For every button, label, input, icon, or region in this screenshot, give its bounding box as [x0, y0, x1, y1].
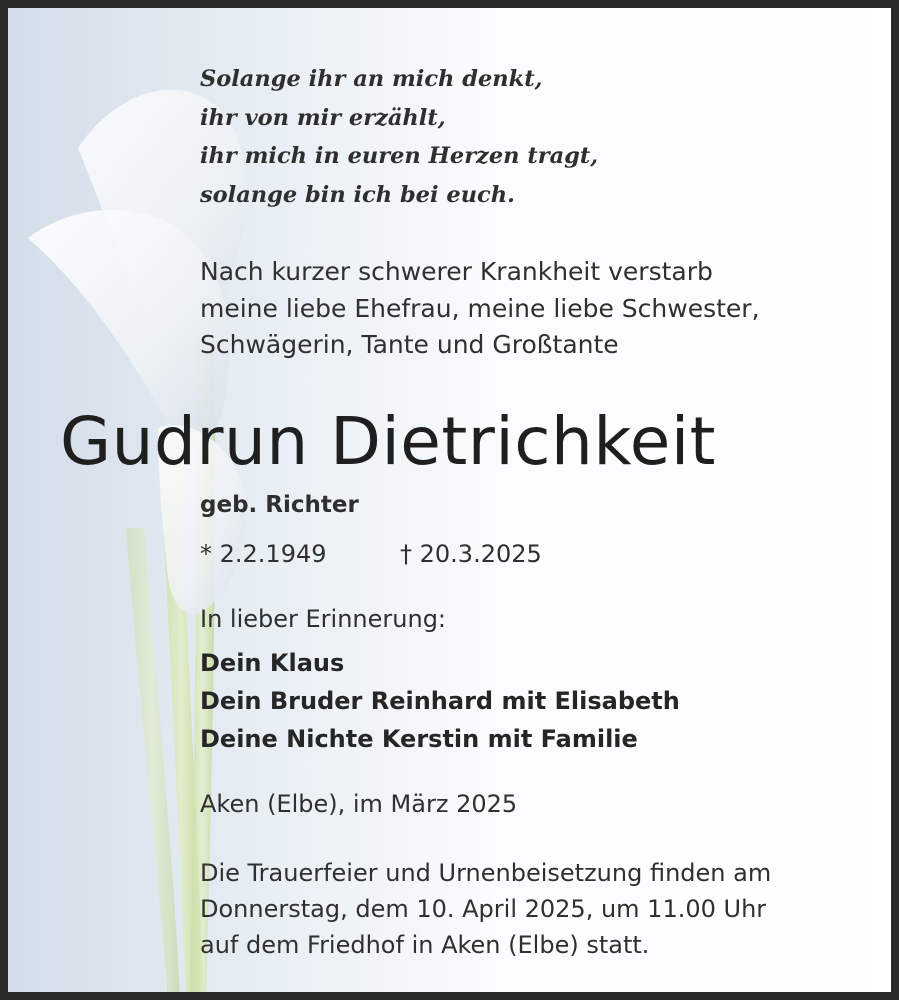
mourner: Dein Klaus	[200, 649, 345, 677]
mourner: Deine Nichte Kerstin mit Familie	[200, 725, 638, 753]
mourner: Dein Bruder Reinhard mit Elisabeth	[200, 687, 680, 715]
service-line: Donnerstag, dem 10. April 2025, um 11.00 Uhr	[200, 895, 767, 923]
intro-line: Schwägerin, Tante und Großtante	[200, 330, 619, 359]
intro-text	[200, 254, 760, 364]
maiden-name: geb. Richter	[200, 492, 359, 518]
memory-label: In lieber Erinnerung:	[200, 605, 447, 633]
service-line: auf dem Friedhof in Aken (Elbe) statt.	[200, 931, 650, 959]
poem-line: Solange ihr an mich denkt,	[200, 66, 543, 92]
poem-line: ihr von mir erzählt,	[200, 104, 446, 131]
intro-line: Nach kurzer schwerer Krankheit verstarb	[200, 257, 713, 286]
service-info	[200, 855, 771, 963]
birth-date: * 2.2.1949	[200, 540, 327, 568]
poem	[200, 60, 598, 214]
poem-line: solange bin ich bei euch.	[200, 181, 515, 208]
place-date: Aken (Elbe), im März 2025	[200, 790, 518, 818]
mourners-list	[200, 644, 680, 758]
poem-line: ihr mich in euren Herzen tragt,	[200, 143, 599, 169]
service-line: Die Trauerfeier und Urnenbeisetzung finden am	[200, 859, 772, 887]
intro-line: meine liebe Ehefrau, meine liebe Schwester,	[200, 293, 760, 323]
deceased-name: Gudrun Dietrichkeit	[60, 403, 717, 480]
death-date: † 20.3.2025	[400, 540, 542, 568]
